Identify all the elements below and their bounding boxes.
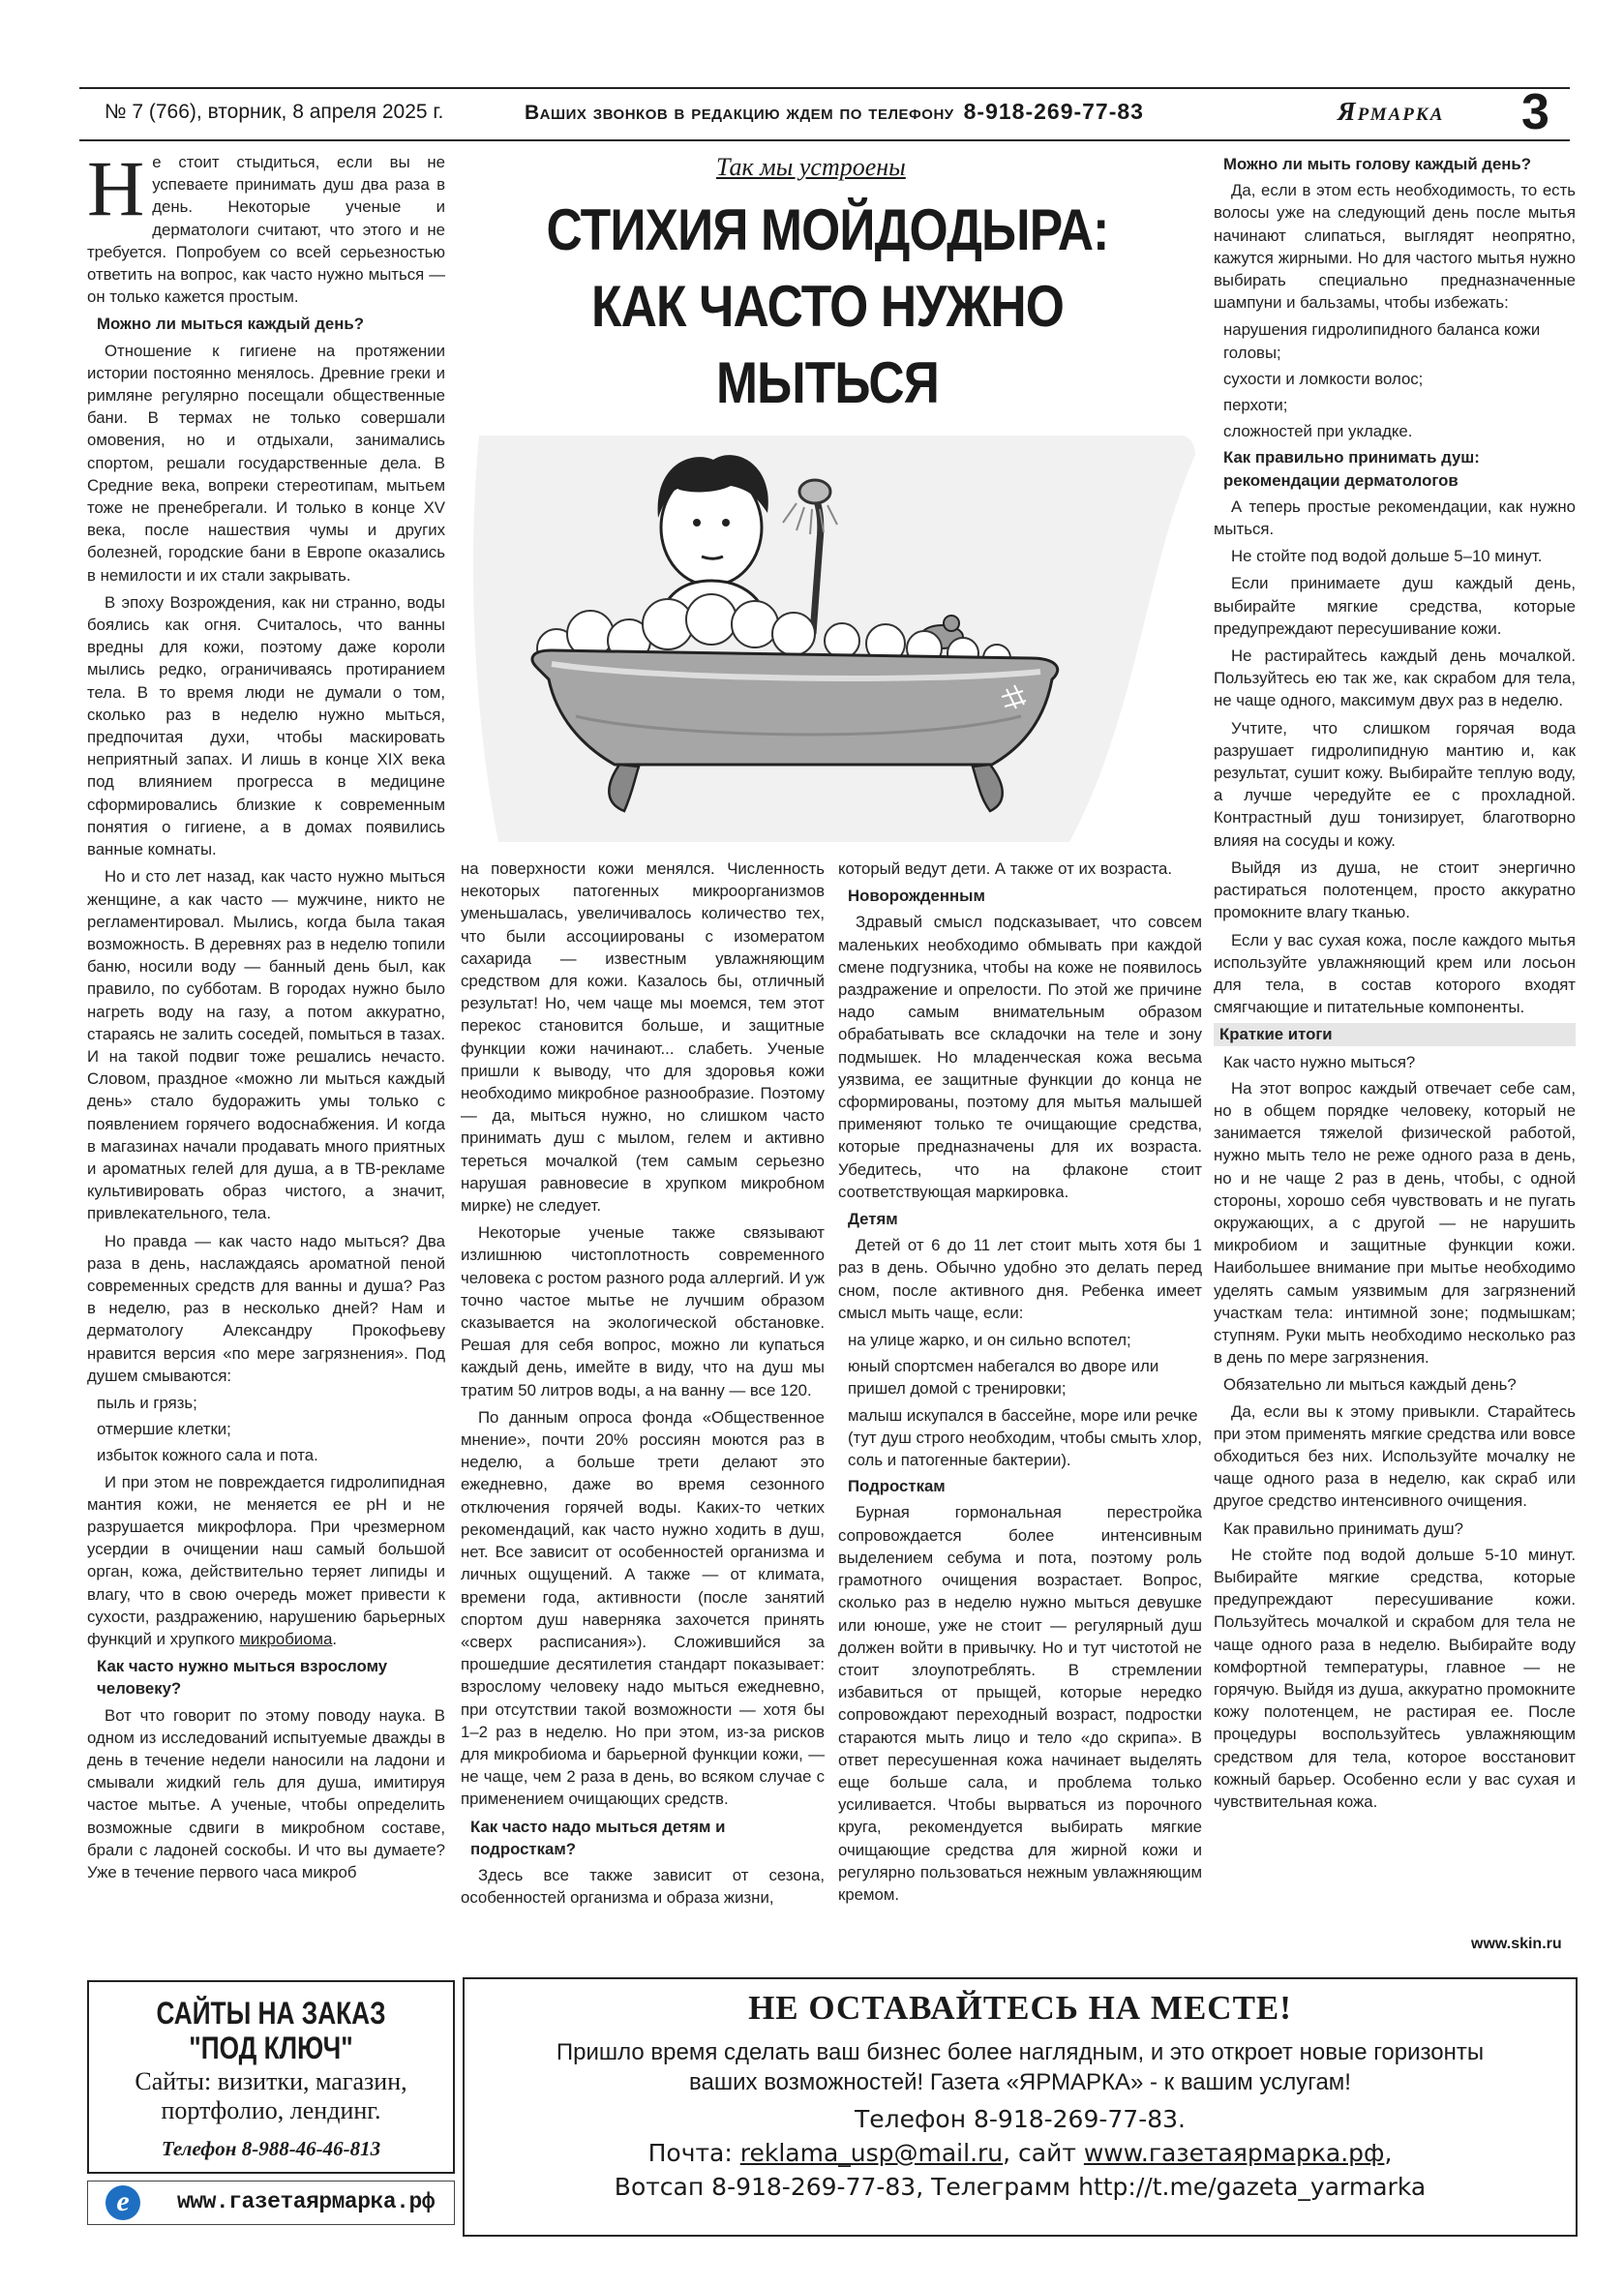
list-item: пыль и грязь; [97, 1393, 197, 1412]
faq-question: Как часто нужно мыться? [1223, 1052, 1416, 1071]
list-item: сухости и ломкости волос; [1223, 369, 1424, 388]
paragraph: В эпоху Возрождения, как ни странно, воды боялись как огня. Считалось, что ванны вредны для кожи, поэтому даже короли мылись редко, ограничиваясь протиранием тела. В то время люди не думали о том, сколько раз в неделю нужно мыться, предпочитая духи, чтобы маскировать неприятный запах. И лишь в конце XIX века под влиянием прогресса в медицине сформировались близкие к современным понятия о гигиене, а в домах появились ванные комнаты. [87, 592, 445, 859]
page-header [79, 84, 1570, 141]
promo-ad [463, 1977, 1578, 2237]
paragraph: который ведут дети. А также от их возраста. [838, 859, 1173, 878]
paragraph: на поверхности кожи менялся. Численность некоторых патогенных микроорганизмов уменьшалась, увеличивалось количество тех, что были ассоциированы с изомератом сахарида — известным увлажняющим средством для кожи. Казалось бы, отличный результат! Но, чем чаще мы моемся, тем этот перекос становится больше, и защитные функции кожи начинают... слабеть. Ученые пришли к выводу, что для здоровья кожи необходимо микробное разнообразие. Поэтому — да, мыться нужно, но слишком часто принимать душ с мылом, гелем и активно тереться мочалкой (тем самым серьезно нарушая равновесие в хрупком микробном мирке) не следует. [461, 859, 825, 1216]
promo-text: Пришло время сделать ваш бизнес более наглядным, и это откроет новые горизонты ваших возможностей! Газета «ЯРМАРКА» - к вашим услугам! [556, 2039, 1485, 2095]
editorial-call [525, 99, 1144, 125]
faq-answer: Да, если вы к этому привыкли. Старайтесь при этом применять мягкие средства или вовсе обходиться без них. Используйте мочалку не чаще одного раза в неделю, как скраб или другое средство интенсивного очищения. [1214, 1401, 1576, 1511]
subheading: Детям [848, 1210, 898, 1229]
paragraph: Да, если в этом есть необходимость, то есть волосы уже на следующий день после мытья начинают слипаться, выглядят неопрятно, кажутся жирными. Но для частого мытья нужно выбирать специально предназначенные шампуни и бальзамы, чтобы избежать: [1214, 181, 1576, 313]
sites-ad [87, 1980, 455, 2174]
list-item: сложностей при укладке. [1223, 422, 1413, 441]
article-lead [87, 144, 445, 308]
paragraph: Бурная гормональная перестройка сопровождается более интенсивным выделением себума и пота, поэтому роль грамотного очищения возрастает. Вопрос, сколько раз в неделю нужно мыться девушке или юноше, уже не стоит — регулярный душ должен войти в привычку. Но и тут чистотой не стоит злоупотреблять. В стремлении избавиться от прыщей, которые нередко сопровождают переходный возраст, подростки стараются мыть лицо и тело «до скрипа». В ответ пересушенная кожа начинает выделять еще больше сала, и проблема только усиливается. Чтобы вырваться из порочного круга, рекомендуется выбирать мягкие очищающие средства для жирной кожи и регулярно пользоваться нежным увлажняющим кремом. [838, 1503, 1202, 1904]
paragraph: Но и сто лет назад, как часто нужно мыться женщине, а как часто — мужчине, никто не регламентировал. Мылись, когда была такая возможность. В деревнях раз в неделю топили баню, носили воду — банный день был, как правило, по субботам. В городах нужно было нагреть воду на газу, а потом аккуратно, стараясь не залить соседей, помыться в тазах. И на такой подвиг тоже решались нечасто. Словом, праздное «можно ли мыться каждый день» стало будоражить умы только с появлением горячего водоснабжения. И когда в магазинах начали продавать много приятных и ароматных гелей для душа, а в ТВ-рекламе культивировать образ чистого, а значит, привлекательного, тела. [87, 867, 445, 1223]
list-item: на улице жарко, и он сильно вспотел; [848, 1331, 1131, 1350]
page-number: 3 [1521, 84, 1549, 140]
list-item: малыш искупался в бассейне, море или речке (тут душ строго необходим, чтобы смыть хлор, соль и патогенные бактерии). [848, 1405, 1202, 1470]
mail-label: Почта: [647, 2139, 740, 2167]
paragraph: Если принимаете душ каждый день, выбирайте мягкие средства, которые предупреждают пересушивание кожи. [1214, 574, 1576, 638]
article-column-2 [461, 858, 825, 1913]
editorial-phone: 8-918-269-77-83 [963, 99, 1144, 124]
browser-e-icon: e [105, 2185, 140, 2220]
headline [507, 192, 1148, 421]
drop-cap: Н [87, 144, 145, 232]
subheading: Новорожденным [848, 887, 985, 906]
editorial-call-text: Ваших звонков в редакцию ждем по телефону [525, 102, 954, 124]
faq-question: Обязательно ли мыться каждый день? [1223, 1375, 1517, 1395]
sites-ad-phone: Телефон 8-988-46-46-813 [161, 2137, 381, 2160]
website-strip[interactable] [87, 2181, 455, 2225]
subheading: Как правильно принимать душ: рекомендации дерматологов [1223, 448, 1480, 490]
subheading: Как часто нужно мыться взрослому человеку? [97, 1657, 388, 1699]
promo-messengers: Вотсап 8-918-269-77-83, Телеграмм http://t.me/gazeta_yarmarka [614, 2173, 1427, 2201]
paragraph: Здравый смысл подсказывает, что совсем маленьких необходимо обмывать при каждой смене подгузника, чтобы на коже не появилось раздражение и опрелости. По этой же причине надо самым внимательным образом обрабатывать все складочки на теле и зону подмышек. Но младенческая кожа весьма уязвима, ее защитные функции до конца не сформированы, поэтому для мытья малышей применяют только те очищающие средства, которые предназначены для их возраста. Убедитесь, что на флаконе стоит соответствующая маркировка. [838, 913, 1202, 1201]
article-column-4 [1214, 149, 1576, 1818]
paragraph: Вот что говорит по этому поводу наука. В одном из исследований испытуемые дважды в день в течение недели наносили на ладони и смывали жидкий гель для душа, имитируя частое мытье. А ученые, чтобы определить возможные сдвиги в микробном составе, брали с ладоней соскобы. И что вы думаете? Уже в течение первого часа микроб [87, 1705, 445, 1882]
sites-ad-title-line: "ПОД КЛЮЧ" [189, 2031, 353, 2065]
summary-heading: Краткие итоги [1214, 1023, 1576, 1045]
paragraph: Учтите, что слишком горячая вода разрушает гидролипидную мантию и, как результат, сушит кожу. Выбирайте теплую воду, а лучше чередуйте ее с прохладной. Контрастный душ тонизирует, благотворно влияя на сосуды и кожу. [1214, 718, 1576, 850]
promo-phone: Телефон 8-918-269-77-83. [855, 2105, 1186, 2133]
site-link[interactable]: www.газетаярмарка.рф [1083, 2139, 1385, 2167]
microbiome-link[interactable]: микробиома [239, 1630, 333, 1648]
list-item: отмершие клетки; [97, 1420, 231, 1439]
faq-answer: Не стойте под водой дольше 5-10 минут. Выбирайте мягкие средства, которые предупреждают пересушивание кожи. Пользуйтесь мочалкой и скрабом для тела не чаще одного раза в неделю. Выбирайте воду комфортной температуры, главное — не горячую. Выйдя из душа, аккуратно промокните кожу полотенцем, не растирая ее. После процедуры воспользуйтесь увлажняющим средством для тела, которое восстановит кожный барьер. Особенно если у вас сухая и чувствительная кожа. [1214, 1545, 1576, 1812]
list-item: нарушения гидролипидного баланса кожи головы; [1223, 320, 1541, 362]
paragraph: Отношение к гигиене на протяжении истории постоянно менялось. Древние греки и римляне регулярно посещали общественные бани. В термах не только совершали омовения, но и отдыхали, занимались спортом, решали государственные дела. В Средние века, вопреки стереотипам, мытьем тоже не пренебрегали. И только в конце XV века, после нашествия чумы и других болезней, городские бани в Европе оказались в немилости и их стали закрывать. [87, 341, 445, 585]
mail-link[interactable]: reklama_usp@mail.ru [739, 2139, 1004, 2167]
subheading: Как часто надо мыться детям и подросткам? [470, 1817, 726, 1858]
website-url[interactable]: www.газетаярмарка.рф [177, 2189, 436, 2214]
headline-line: СТИХИЯ МОЙДОДЫРА: [546, 197, 1109, 262]
site-label: , сайт [1003, 2139, 1084, 2167]
paragraph: А теперь простые рекомендации, как нужно мыться. [1214, 497, 1576, 539]
paragraph: Выйдя из душа, не стоит энергично растираться полотенцем, просто аккуратно промокните влагу тканью. [1214, 858, 1576, 922]
paragraph [87, 1471, 445, 1651]
promo-contacts [465, 2139, 1576, 2167]
list-item: юный спортсмен набегался во дворе или пришел домой с тренировки; [848, 1357, 1159, 1399]
promo-title: НЕ ОСТАВАЙТЕСЬ НА МЕСТЕ! [748, 1989, 1292, 2027]
paragraph: Здесь все также зависит от сезона, особенностей организма и образа жизни, [461, 1865, 825, 1908]
paragraph: Детей от 6 до 11 лет стоит мыть хотя бы 1 раз в день. Обычно удобно это делать перед сном, после активного дня. Ребенка имеет смысл мыть чаще, если: [838, 1236, 1202, 1322]
article-column-3 [838, 858, 1202, 1911]
subheading: Подросткам [848, 1477, 946, 1496]
faq-question: Как правильно принимать душ? [1223, 1519, 1463, 1538]
article-source[interactable]: www.skin.ru [1471, 1936, 1562, 1952]
subheading: Можно ли мыть голову каждый день? [1223, 155, 1531, 173]
paragraph: Но правда — как часто надо мыться? Два раза в день, наслаждаясь ароматной пеной современных средств для ванны и душа? Раз в неделю, раз в несколько дней? Нам и дерматологу Александру Прокофьеву нравится версия «по мере загрязнения». Под душем смываются: [87, 1231, 445, 1385]
paragraph: Не растирайтесь каждый день мочалкой. Пользуйтесь ею так же, как скрабом для тела, не чаще одного, максимум двух раз в неделю. [1214, 647, 1576, 710]
list-item: избыток кожного сала и пота. [97, 1446, 318, 1465]
newspaper-brand: Ярмарка [1338, 97, 1445, 126]
paragraph: Если у вас сухая кожа, после каждого мытья используйте увлажняющий крем или лосьон для тела, в состав которого входят смягчающие и питательные компоненты. [1214, 930, 1576, 1017]
lead-text: е стоит стыдиться, если вы не успеваете принимать душ два раза в день. Некоторые ученые и дерматологи считают, что этого и не требуется. Попробуем со всей серьезностью ответить на вопрос, как часто нужно мыться — он только кажется простым. [87, 153, 445, 307]
sites-ad-text: Сайты: визитки, магазин, портфолио, лендинг. [135, 2067, 407, 2124]
headline-line: КАК ЧАСТО НУЖНО [590, 274, 1064, 339]
sites-ad-title [122, 1996, 420, 2065]
paragraph: Некоторые ученые также связывают излишнюю чистоплотность современного человека с ростом разного рода аллергий. И уж точно частое мытье не лучшим образом сказывается на экологической обстановке. Решая для себя вопрос, можно ли купаться каждый день, имейте в виду, что на душ мы тратим 50 литров воды, а на ванну — все 120. [461, 1223, 825, 1399]
paragraph-text: И при этом не повреждается гидролипидная мантия кожи, не меняется ее pH и не разрушается микрофлора. При чрезмерном усердии в очищении наш самый большой орган, кожа, действительно теряет липиды и влагу, что в свою очередь может привести к сухости, раздражению, нарушению барьерных функций и хрупкого [87, 1472, 445, 1648]
headline-line: МЫТЬСЯ [715, 350, 940, 415]
issue-info: № 7 (766), вторник, 8 апреля 2025 г. [105, 101, 444, 123]
faq-answer: На этот вопрос каждый отвечает себе сам, но в общем порядке человеку, который не занимается тяжелой физической работой, нужно мыть тело не реже одного раза в день, но и не чаще 2 раз в день, чтобы, с одной стороны, хорошо себя чувствовать и не пугать окружающих, а с другой — не нарушить микробиом и защитные функции кожи. Наибольшее внимание при мытье необходимо уделять самым уязвимым для загрязнений участкам тела: интимной зоне; подмышкам; ступням. Руки мыть необходимо несколько раз в день по мере загрязнения. [1214, 1078, 1576, 1368]
site-end: , [1384, 2139, 1393, 2167]
paragraph: По данным опроса фонда «Общественное мнение», почти 20% россиян моются раз в неделю, а больше трети делают это ежедневно, даже во время сезонного отключения горячей воды. Каких-то четких рекомендаций, как часто нужно ходить в душ, нет. Все зависит от особенностей организма и личных ощущений. А также — от климата, времени года, активности (после занятий спортом душ наверняка захочется принять «сверх расписания»). Сложившийся за прошедшие десятилетия стандарт показывает: взрослому человеку надо мыться ежедневно, при отсутствии такой возможности — хотя бы 1–2 раз в неделю. Но при этом, из-за рисков для микробиома и барьерной функции кожи, — не чаще, чем 2 раза в день, во всяком случае с применением очищающих средств. [461, 1407, 825, 1809]
article-column-1 [87, 144, 445, 1888]
paragraph: Не стойте под водой дольше 5–10 минут. [1231, 547, 1543, 566]
sites-ad-title-line: САЙТЫ НА ЗАКАЗ [156, 1996, 386, 2031]
list-item: перхоти; [1223, 396, 1288, 415]
bathtub-illustration [460, 426, 1195, 852]
rubric: Так мы устроены [716, 153, 906, 181]
subheading: Можно ли мыться каждый день? [97, 315, 364, 334]
paragraph-end: . [332, 1630, 338, 1648]
